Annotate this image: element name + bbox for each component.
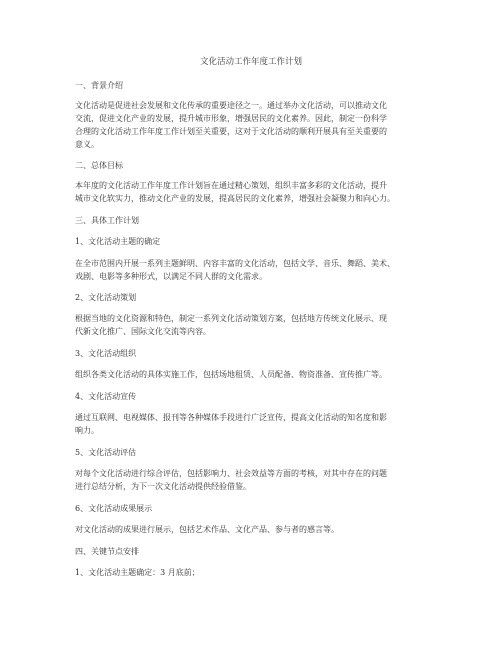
section-heading-plan: 三、具体工作计划: [75, 216, 139, 225]
subheading: 5、文化活动评估: [75, 448, 137, 457]
section-heading-milestones: 四、关键节点安排: [75, 547, 139, 556]
paragraph-line: 对文化活动的成果进行展示，包括艺术作品、文化产品、参与者的感言等。: [75, 525, 339, 534]
paragraph-line: 响力。: [75, 426, 99, 435]
paragraph-line: 文化活动是促进社会发展和文化传承的重要途径之一。通过举办文化活动，可以推动文化: [75, 101, 387, 110]
paragraph-line: 合理的文化活动工作年度工作计划至关重要，这对于文化活动的顺利开展具有至关重要的: [75, 127, 387, 136]
subheading: 2、文化活动策划: [75, 293, 137, 302]
subheading: 6、文化活动成果展示: [75, 504, 153, 513]
document-title: 文化活动工作年度工作计划: [199, 57, 302, 67]
paragraph-line: 进行总结分析，为下一次文化活动提供经验借鉴。: [75, 482, 251, 491]
section-heading-background: 一、背景介绍: [75, 81, 123, 90]
section-heading-goals: 二、总体目标: [75, 161, 123, 170]
paragraph-line: 对每个文化活动进行综合评估，包括影响力、社会效益等方面的考核，对其中存在的问题: [75, 469, 387, 478]
subheading: 4、文化活动宣传: [75, 392, 137, 401]
paragraph-line: 代新文化推广、国际文化交流等内容。: [75, 327, 211, 336]
paragraph-line: 交流，促进文化产业的发展，提升城市形象，增强居民的文化素养。因此，制定一份科学: [75, 114, 387, 123]
paragraph-line: 根据当地的文化资源和特色，制定一系列文化活动策划方案，包括地方传统文化展示、现: [75, 314, 387, 323]
paragraph-line: 城市文化软实力，推动文化产业的发展，提高居民的文化素养，增强社会凝聚力和向心力。: [75, 194, 395, 203]
subheading: 3、文化活动组织: [75, 349, 137, 358]
paragraph-line: 戏剧、电影等多种形式，以满足不同人群的文化需求。: [75, 272, 267, 281]
paragraph-line: 通过互联网、电视媒体、报刊等各种媒体手段进行广泛宣传，提高文化活动的知名度和影: [75, 413, 387, 422]
paragraph-line: 本年度的文化活动工作年度工作计划旨在通过精心策划，组织丰富多彩的文化活动，提升: [75, 181, 387, 190]
subheading: 1、文化活动主题的确定: [75, 237, 161, 246]
paragraph-line: 意义。: [75, 140, 99, 149]
paragraph-line: 在全市范围内开展一系列主题鲜明、内容丰富的文化活动，包括文学、音乐、舞蹈、美术、: [75, 259, 395, 268]
paragraph-line: 组织各类文化活动的具体实施工作，包括场地租赁、人员配备、物资准备、宣传推广等。: [75, 370, 387, 379]
subheading: 1、文化活动主题确定：3 月底前；: [75, 568, 200, 577]
